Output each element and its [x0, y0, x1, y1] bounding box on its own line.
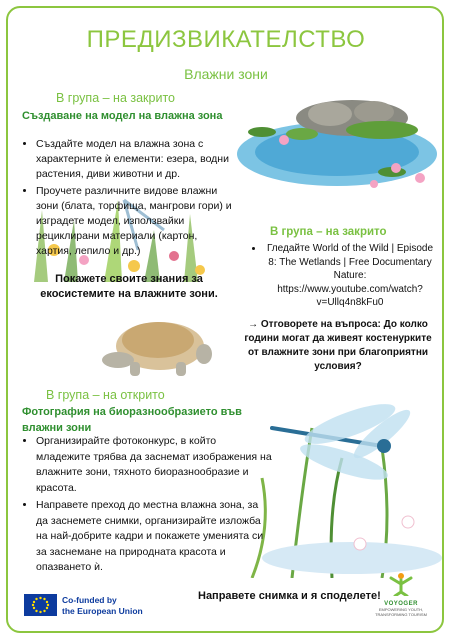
section2-list-container	[250, 242, 436, 312]
pond-illustration	[232, 92, 442, 196]
voyoger-name: VOYOGER	[384, 601, 418, 607]
section2-list	[250, 242, 436, 310]
section3-group-label: В група – на открито	[46, 388, 165, 402]
eu-line1: Co-funded by	[62, 595, 117, 605]
section1-closing: Покажете своите знания за екосистемите на влажните зони.	[40, 273, 218, 300]
arrow-right-icon: →	[248, 319, 259, 330]
voyoger-logo	[372, 572, 430, 617]
section1-group-label: В група – на закрито	[56, 91, 176, 105]
documentary-link[interactable]: Гледайте World of the Wild | Episode 8: The Wetlands | Free Documentary Nature: https://www.youtube.com/watch?v=Ullq4n8kFu0	[266, 243, 434, 308]
list-item: • Организирайте фотоконкурс, в който младежите трябва да заснемат изображения на влажните зони, тяхното биоразнообразие и красота.	[36, 434, 272, 496]
call-to-action: Направете снимка и я споделете!	[198, 590, 381, 602]
section3-list	[22, 434, 272, 576]
list-item	[264, 242, 436, 310]
page-title: ПРЕДИЗВИКАТЕЛСТВО	[86, 26, 366, 53]
section3-heading: Фотография на биоразнообразието във влажни зони	[22, 406, 242, 434]
list-item: • Проучете различните видове влажни зони (блата, торфища, мангрови гори) и изградете модел, използвайки рециклирани материали (картон, хартия, лепило и др.)	[36, 184, 234, 259]
section1-heading: Създаване на модел на влажна зона	[22, 110, 223, 122]
turtle-illustration	[100, 306, 220, 382]
eu-line2: the European Union	[62, 606, 143, 616]
page-subtitle: Влажни зони	[184, 66, 268, 82]
question-text: Отговорете на въпроса: До колко години могат да живеят костенурките от влажните зони при благоприятни условия?	[244, 319, 432, 372]
voyoger-tagline: EMPOWERING YOUTH, TRANSFORMING TOURISM	[375, 607, 427, 617]
section2-group-label: В група – на закрито	[270, 226, 387, 238]
eu-cofunded-logo	[24, 594, 164, 618]
section3-list-container	[22, 434, 272, 578]
eu-text	[62, 595, 143, 617]
list-item: • Създайте модел на влажна зона с характерните ѝ елементи: езера, водни растения, диви животни и др.	[36, 137, 234, 182]
section1-list	[22, 137, 234, 259]
list-item: • Направете преход до местна влажна зона, за да заснемете снимки, организирайте изложба на най-добрите кадри и покажете уменията си за заснемане на природната красота и опазването ѝ.	[36, 498, 272, 576]
eu-flag-icon	[24, 594, 57, 616]
section2-question	[240, 318, 436, 374]
section1-list-container	[22, 137, 234, 261]
voyoger-figure-icon	[386, 572, 416, 596]
